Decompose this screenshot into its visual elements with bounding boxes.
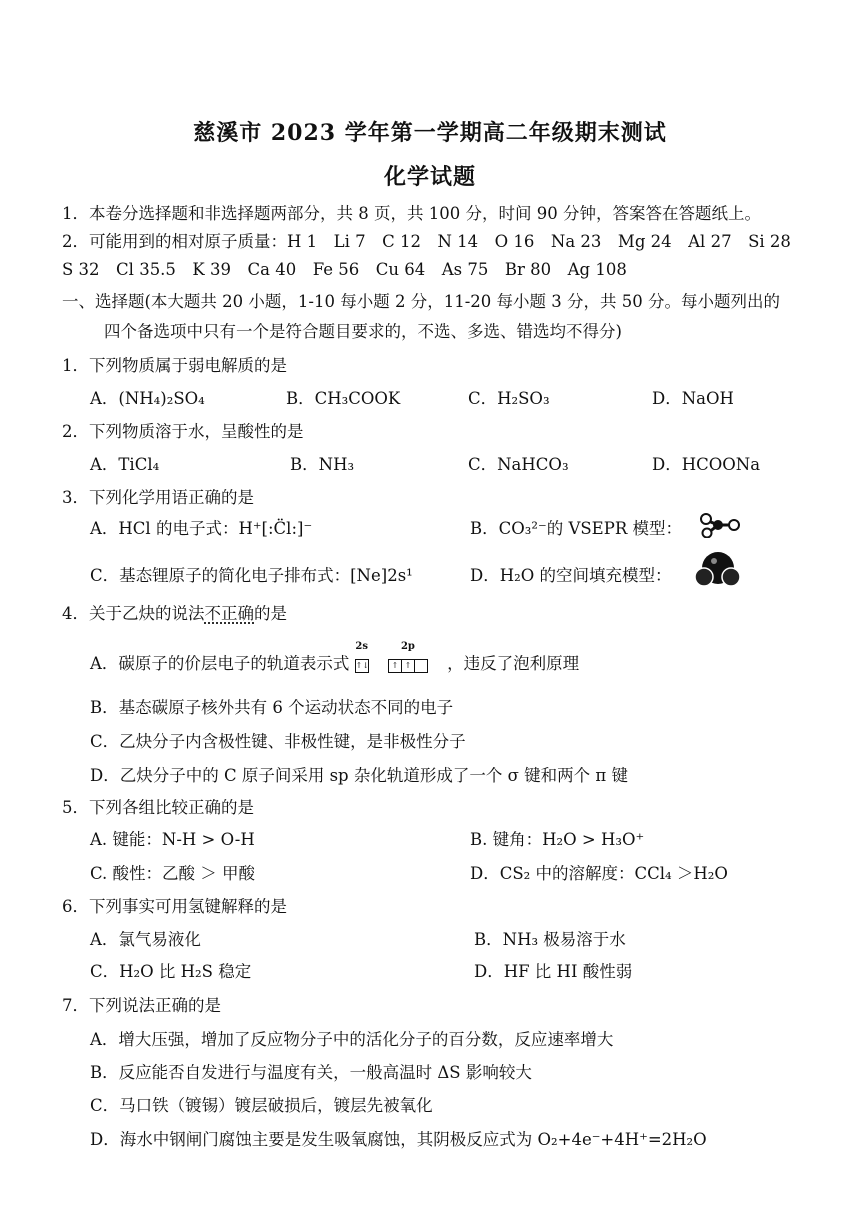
question-2-option-d: D．HCOONa (652, 455, 761, 474)
exam-subtitle: 化学试题 (383, 164, 476, 190)
orbital-2p (388, 641, 428, 674)
question-4-stem-part-2: 的是 (254, 604, 287, 623)
question-4-stem (62, 600, 287, 624)
orbital-2p-label: 2p (400, 641, 415, 652)
question-2-option-a: A．TiCl₄ (90, 455, 160, 474)
question-7-stem: 7．下列说法正确的是 (62, 996, 221, 1015)
exam-title: 慈溪市 2023 学年第一学期高二年级期末测试 (193, 120, 667, 146)
question-3-option-c: C．基态锂原子的简化电子排布式：[Ne]2s¹ (90, 566, 413, 585)
orbital-box (415, 659, 428, 673)
orbital-box: ↑ (402, 659, 415, 673)
note-2-line-1: 2．可能用到的相对原子质量：H 1 Li 7 C 12 N 14 O 16 Na 23 Mg 24 Al 27 Si 28 (62, 232, 791, 251)
question-6-option-a: A．氯气易液化 (90, 930, 201, 949)
question-2-option-b: B．NH₃ (290, 455, 355, 474)
note-1: 1．本卷分选择题和非选择题两部分，共 8 页，共 100 分，时间 90 分钟，答案答在答题纸上。 (62, 204, 761, 223)
question-6-option-d: D．HF 比 HI 酸性弱 (474, 962, 633, 981)
orbital-box: ↑ (388, 659, 402, 673)
question-6-option-c: C．H₂O 比 H₂S 稳定 (90, 962, 252, 981)
question-1-option-c: C．H₂SO₃ (468, 389, 550, 408)
question-3-option-b: B．CO₃²⁻的 VSEPR 模型： (470, 519, 682, 538)
question-2-stem: 2．下列物质溶于水，呈酸性的是 (62, 422, 304, 441)
question-1-stem: 1．下列物质属于弱电解质的是 (62, 356, 287, 375)
question-4-emphasis: 不正确 (204, 604, 254, 623)
question-1-option-b: B．CH₃COOK (286, 389, 401, 408)
vsepr-model-icon (696, 510, 742, 538)
question-4-stem-part-1: 4．关于乙炔的说法 (62, 604, 205, 623)
question-5-option-b: B. 键角：H₂O > H₃O⁺ (470, 830, 645, 849)
question-1-option-a: A．(NH₄)₂SO₄ (90, 389, 205, 408)
question-4-option-a (90, 641, 580, 674)
question-5-option-d: D．CS₂ 中的溶解度：CCl₄ ＞H₂O (470, 864, 728, 883)
orbital-box: ↑↓ (355, 659, 369, 673)
question-3-option-d: D．H₂O 的空间填充模型： (470, 566, 672, 585)
space-filling-model-icon (694, 548, 742, 590)
section-heading-line-2: 四个备选项中只有一个是符合题目要求的，不选、多选、错选均不得分) (104, 322, 622, 341)
question-4-option-b: B．基态碳原子核外共有 6 个运动状态不同的电子 (90, 698, 454, 717)
question-2-option-c: C．NaHCO₃ (468, 455, 569, 474)
question-5-option-a: A. 键能：N-H > O-H (90, 830, 255, 849)
section-heading-line-1: 一、选择题(本大题共 20 小题，1-10 每小题 2 分，11-20 每小题 3 分，共 50 分。每小题列出的 (62, 292, 781, 311)
question-7-option-d: D．海水中钢闸门腐蚀主要是发生吸氧腐蚀，其阴极反应式为 O₂+4e⁻+4H⁺=2H₂O (90, 1130, 707, 1149)
question-7-option-a: A．增大压强，增加了反应物分子中的活化分子的百分数，反应速率增大 (90, 1030, 614, 1049)
question-7-option-b: B．反应能否自发进行与温度有关，一般高温时 ΔS 影响较大 (90, 1063, 532, 1082)
question-1-option-d: D．NaOH (652, 389, 734, 408)
note-2-line-2: S 32 Cl 35.5 K 39 Ca 40 Fe 56 Cu 64 As 75 Br 80 Ag 108 (62, 260, 627, 279)
orbital-2s (355, 641, 370, 674)
question-4-option-a-text: A．碳原子的价层电子的轨道表示式 (90, 654, 350, 673)
question-5-stem: 5．下列各组比较正确的是 (62, 798, 254, 817)
question-4-option-d: D．乙炔分子中的 C 原子间采用 sp 杂化轨道形成了一个 σ 键和两个 π 键 (90, 766, 628, 785)
question-7-option-c: C．马口铁（镀锡）镀层破损后，镀层先被氧化 (90, 1096, 433, 1115)
question-3-option-a: A．HCl 的电子式：H⁺[:C̈l:]⁻ (90, 519, 313, 538)
question-4-option-a-suffix: ，违反了泡利原理 (447, 654, 580, 673)
question-4-option-c: C．乙炔分子内含极性键、非极性键，是非极性分子 (90, 732, 466, 751)
question-6-option-b: B．NH₃ 极易溶于水 (474, 930, 626, 949)
question-3-stem: 3．下列化学用语正确的是 (62, 488, 254, 507)
orbital-2s-label: 2s (355, 641, 368, 652)
question-5-option-c: C. 酸性：乙酸 ＞ 甲酸 (90, 864, 256, 883)
question-6-stem: 6．下列事实可用氢键解释的是 (62, 897, 287, 916)
